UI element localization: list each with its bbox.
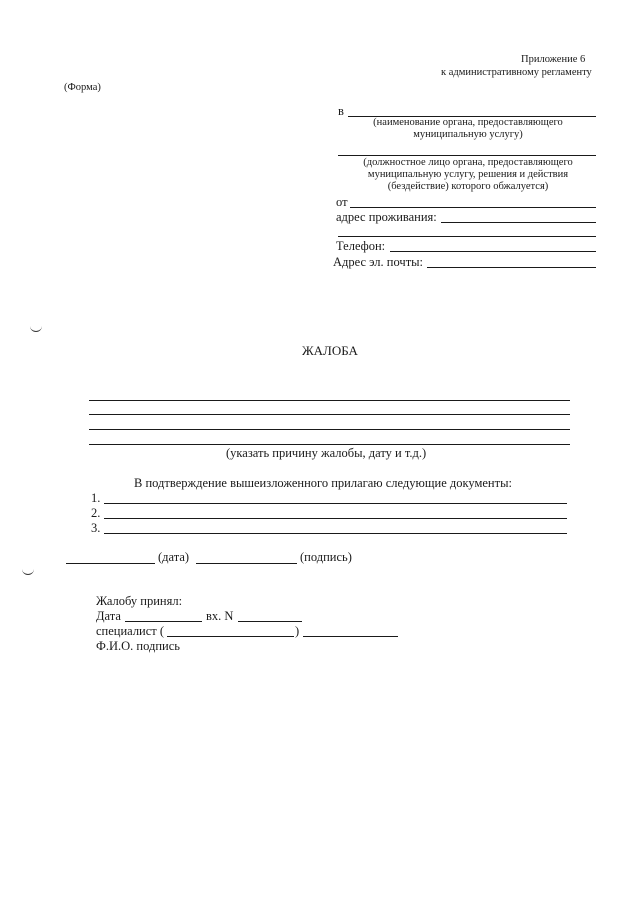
reason-line-4 [89, 444, 570, 445]
document-item-2-line [104, 518, 567, 519]
document-item-1-number: 1. [91, 491, 101, 505]
specialist-label: специалист ( [96, 624, 165, 638]
appendix-reference: к административному регламенту [441, 67, 592, 78]
reason-caption: (указать причину жалобы, дату и т.д.) [226, 446, 427, 460]
specialist-name-line [167, 636, 294, 637]
email-line [427, 267, 596, 268]
reason-line-3 [89, 429, 570, 430]
address-label: адрес проживания: [336, 210, 437, 224]
document-item-3-line [104, 533, 567, 534]
official-caption-line2: муниципальную услугу, решения и действия [367, 169, 569, 180]
specialist-close: ) [295, 624, 300, 638]
document-item-3-number: 3. [91, 521, 101, 535]
to-prefix: в [338, 104, 344, 118]
scan-mark-1 [30, 325, 42, 332]
date-line [66, 563, 155, 564]
document-item-2-number: 2. [91, 506, 101, 520]
organ-caption-line2: муниципальную услугу) [413, 129, 523, 140]
document-item-1-line [104, 503, 567, 504]
received-heading: Жалобу принял: [96, 594, 183, 608]
from-prefix: от [336, 195, 348, 209]
reason-line-2 [89, 414, 570, 415]
received-date-label: Дата [96, 609, 121, 623]
form-label: (Форма) [64, 82, 101, 93]
phone-line [390, 251, 596, 252]
fio-signature-label: Ф.И.О. подпись [96, 639, 180, 653]
documents-intro: В подтверждение вышеизложенного прилагаю следующие документы: [134, 476, 512, 490]
official-caption-line3: (бездействие) которого обжалуется) [387, 181, 549, 192]
organ-caption-line1: (наименование органа, предоставляющего [373, 117, 563, 128]
signature-line [196, 563, 297, 564]
scan-mark-2 [22, 568, 34, 575]
official-line [338, 155, 596, 156]
reason-line-1 [89, 400, 570, 401]
date-label: (дата) [158, 550, 190, 564]
received-date-line [125, 621, 202, 622]
email-label: Адрес эл. почты: [333, 255, 424, 269]
official-caption-line1: (должностное лицо органа, предоставляющего [363, 157, 573, 168]
appendix-number: Приложение 6 [521, 54, 586, 65]
phone-label: Телефон: [336, 239, 386, 253]
signature-label: (подпись) [300, 550, 352, 564]
address-line-2 [338, 236, 596, 237]
address-line [441, 222, 596, 223]
incoming-number-label: вх. N [206, 609, 234, 623]
complaint-title: ЖАЛОБА [302, 343, 358, 358]
incoming-number-line [238, 621, 302, 622]
from-line [350, 207, 596, 208]
specialist-signature-line [303, 636, 398, 637]
